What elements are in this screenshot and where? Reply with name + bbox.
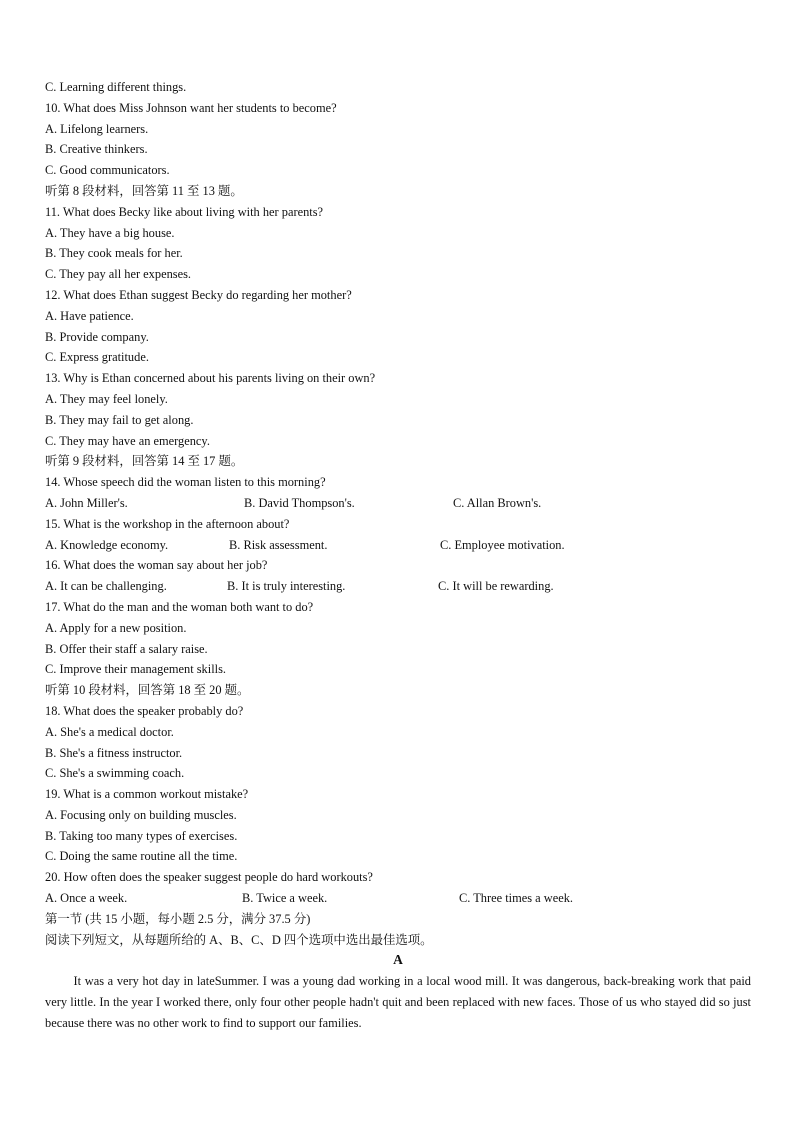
option-line: B. Offer their staff a salary raise. [45, 641, 208, 656]
option-c: C. Three times a week. [459, 891, 574, 906]
section-header: 第一节 (共 15 小题，每小题 2.5 分，满分 37.5 分) [45, 911, 311, 926]
question-line: 20. How often does the speaker suggest people do hard workouts? [45, 870, 373, 885]
option-line: A. Have patience. [45, 308, 134, 323]
option-line: C. Good communicators. [45, 163, 170, 178]
option-line: C. She's a swimming coach. [45, 766, 185, 781]
question-line: 11. What does Becky like about living with her parents? [45, 204, 324, 219]
question-line: 16. What does the woman say about her job? [45, 558, 268, 573]
option-line: B. She's a fitness instructor. [45, 745, 183, 760]
option-b: B. David Thompson's. [244, 495, 355, 510]
option-a: A. Once a week. [45, 891, 128, 906]
option-line: C. They pay all her expenses. [45, 267, 192, 282]
option-line: C. They may have an emergency. [45, 433, 210, 448]
option-line: C. Improve their management skills. [45, 662, 227, 677]
option-b: B. Twice a week. [242, 891, 328, 906]
option-line: C. Express gratitude. [45, 350, 149, 365]
option-b: B. Risk assessment. [229, 537, 328, 552]
passage-paragraph: It was a very hot day in lateSummer. I was a young dad working in a local wood mill. It was dangerous, back-breaking work that paid very little. In the year I worked there, only four other people hadn't quit and been replaced with new faces. Those of us who stayed did so just because there was no other work to find to support our families. [45, 974, 751, 1030]
option-a: A. Knowledge economy. [45, 537, 169, 552]
option-c: C. It will be rewarding. [438, 579, 554, 594]
option-a: A. It can be challenging. [45, 579, 167, 594]
section-instruction: 听第 8 段材料，回答第 11 至 13 题。 [45, 183, 243, 198]
questions-block-1 [45, 77, 751, 472]
section-instruction: 听第 9 段材料，回答第 14 至 17 题。 [45, 454, 244, 469]
option-b: B. It is truly interesting. [227, 579, 346, 594]
section-instruction: 听第 10 段材料，回答第 18 至 20 题。 [45, 683, 250, 698]
question-line: 15. What is the workshop in the afternoon about? [45, 516, 290, 531]
option-line: B. They may fail to get along. [45, 412, 194, 427]
option-line: A. They may feel lonely. [45, 391, 168, 406]
question-line: 10. What does Miss Johnson want her students to become? [45, 100, 337, 115]
option-line: A. Focusing only on building muscles. [45, 807, 237, 822]
option-line: A. They have a big house. [45, 225, 175, 240]
options-row [45, 888, 751, 909]
question-14 [45, 472, 751, 514]
option-line: C. Learning different things. [45, 80, 187, 94]
question-line: 12. What does Ethan suggest Becky do regarding her mother? [45, 287, 352, 302]
exam-page [45, 77, 751, 1034]
option-line: B. Taking too many types of exercises. [45, 828, 238, 843]
option-line: A. Apply for a new position. [45, 620, 187, 635]
option-c: C. Allan Brown's. [453, 495, 542, 510]
question-line: 18. What does the speaker probably do? [45, 703, 244, 718]
option-c: C. Employee motivation. [440, 537, 565, 552]
question-line: 13. Why is Ethan concerned about his parents living on their own? [45, 371, 376, 386]
options-row [45, 493, 751, 514]
option-line: B. Creative thinkers. [45, 142, 148, 157]
question-line: 14. Whose speech did the woman listen to this morning? [45, 475, 326, 490]
passage-title: A [393, 952, 403, 968]
option-line: B. They cook meals for her. [45, 246, 183, 261]
option-line: C. Doing the same routine all the time. [45, 849, 238, 864]
reading-instruction: 阅读下列短文，从每题所给的 A、B、C、D 四个选项中选出最佳选项。 [45, 932, 433, 947]
options-row [45, 576, 751, 597]
question-line: 17. What do the man and the woman both want to do? [45, 599, 314, 614]
question-line: 19. What is a common workout mistake? [45, 787, 249, 802]
question-16 [45, 555, 751, 597]
option-a: A. John Miller's. [45, 495, 128, 510]
question-15 [45, 514, 751, 556]
option-line: A. She's a medical doctor. [45, 724, 174, 739]
options-row [45, 535, 751, 556]
questions-block-2 [45, 597, 751, 888]
option-line: B. Provide company. [45, 329, 149, 344]
option-line: A. Lifelong learners. [45, 121, 149, 136]
